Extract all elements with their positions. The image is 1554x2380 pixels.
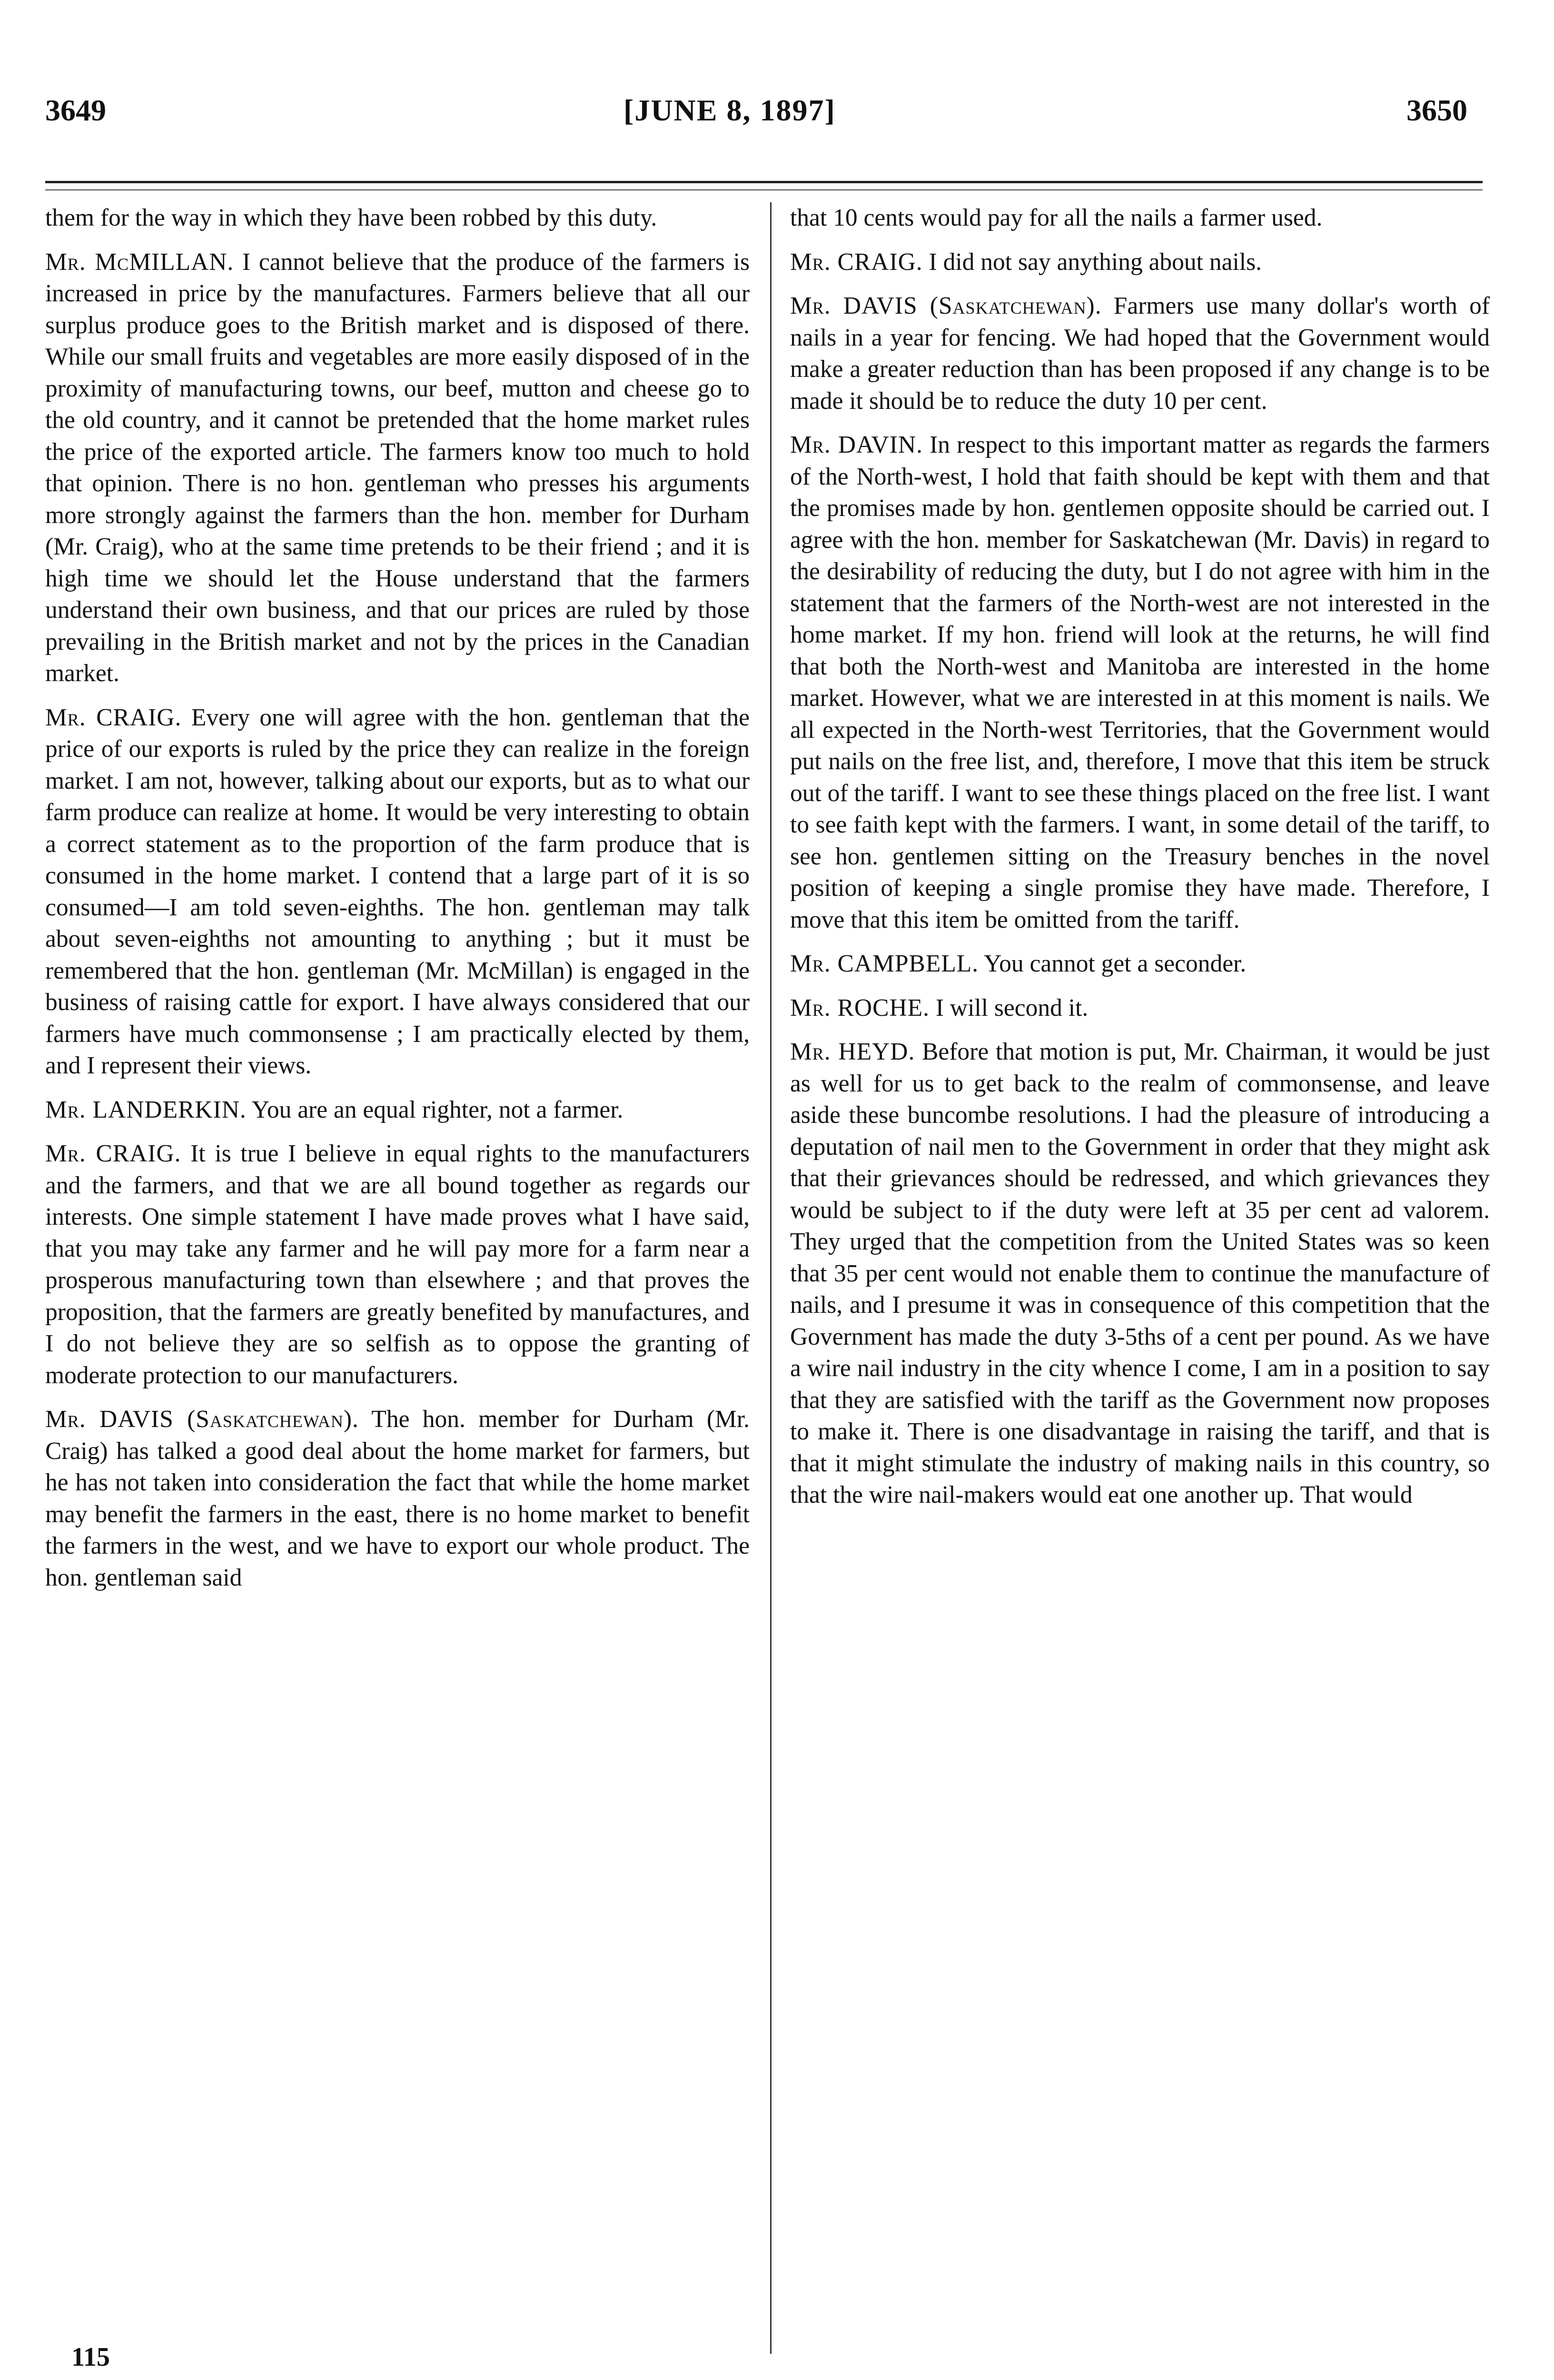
paragraph — [45, 702, 750, 1082]
header-rule — [45, 181, 1483, 183]
paragraph — [790, 247, 1490, 278]
page-number-right: 3650 — [1406, 93, 1467, 127]
paragraph — [45, 1138, 750, 1391]
paragraph-text: them for the way in which they have been robbed by this duty. — [45, 204, 657, 231]
paragraph — [790, 290, 1490, 417]
paragraph-text: I did not say anything about nails. — [929, 248, 1262, 276]
paragraph-text: I cannot believe that the produce of the farmers is increased in price by the manufactures. Farmers believe that all our surplus produce goes to the British market and is disposed of there. While our small fruits and vegetables are more easily disposed of in the proximity of manufacturing towns, our beef, mutton and cheese go to the old country, and it cannot be pretended that the home market rules the price of the exported article. The farmers know too much to hold that opinion. There is no hon. gentleman who presses his arguments more strongly against the farmers than the hon. member for Durham (Mr. Craig), who at the same time pretends to be their friend ; and it is high time we should let the House understand that the farmers understand their own business, and that our prices are ruled by those prevailing in the British market and not by the prices in the Canadian market. — [45, 248, 750, 687]
paragraph-text: Every one will agree with the hon. gentleman that the price of our exports is ruled by the price they can realize in the foreign market. I am not, however, talking about our exports, but as to what our farm produce can realize at home. It would be very interesting to obtain a correct statement as to the proportion of the farm produce that is consumed in the home market. I contend that a large part of it is so consumed—I am told seven-eighths. The hon. gentleman may talk about seven-eighths not amounting to anything ; but it must be remembered that the hon. gentleman (Mr. McMillan) is engaged in the business of raising cattle for export. I have always considered that our farmers have much commonsense ; I am practically elected by them, and I represent their views. — [45, 704, 750, 1079]
paragraph-text: Farmers use many dollar's worth of nails in a year for fencing. We had hoped that the Government would make a greater reduction than has been proposed if any change is to be made it should be to reduce the duty 10 per cent. — [790, 292, 1490, 415]
header-rule-thin — [45, 189, 1483, 190]
speaker-name: Mr. CRAIG. — [45, 704, 182, 731]
paragraph — [790, 1036, 1490, 1511]
left-column — [45, 202, 750, 1606]
paragraph-text: You cannot get a seconder. — [984, 950, 1247, 977]
paragraph-text: that 10 cents would pay for all the nails a farmer used. — [790, 204, 1323, 231]
paragraph — [790, 992, 1490, 1024]
paragraph-text: You are an equal righter, not a farmer. — [251, 1096, 624, 1123]
paragraph — [45, 247, 750, 690]
paragraph-text: Before that motion is put, Mr. Chairman, it would be just as well for us to get back to the realm of commonsense, and leave aside these buncombe resolutions. I had the pleasure of introducing a deputation of nail men to the Government in order that they might ask that their grievances should be redressed, and which grievances they would be subject to if the duty were left at 35 per cent ad valorem. They urged that the competition from the United States was so keen that 35 per cent would not enable them to continue the manufacture of nails, and I presume it was in consequence of this competition that the Government has made the duty 3-5ths of a cent per pound. As we have a wire nail industry in the city whence I come, I am in a position to say that they are satisfied with the tariff as the Government now proposes to make it. There is one disadvantage in raising the tariff, and that is that it might stimulate the industry of making nails in this country, so that the wire nail-makers would eat one another up. That would — [790, 1038, 1490, 1508]
speaker-name: Mr. HEYD. — [790, 1038, 915, 1065]
right-column — [790, 202, 1490, 1524]
paragraph-text: In respect to this important matter as regards the farmers of the North-west, I hold that faith should be kept with them and that the promises made by hon. gentlemen opposite should be carried out. I agree with the hon. member for Saskatchewan (Mr. Davis) in regard to the desirability of reducing the duty, but I do not agree with him in the statement that the farmers of the North-west are not interested in the home market. If my hon. friend will look at the returns, he will find that both the North-west and Manitoba are interested in the home market. However, what we are interested in at this moment is nails. We all expected in the North-west Territories, that the Government would put nails on the free list, and, therefore, I move that this item be struck out of the tariff. I want to see these things placed on the free list. I want to see faith kept with the farmers. I want, in some detail of the tariff, to see hon. gentlemen sitting on the Treasury benches in the novel position of keeping a single promise they have made. Therefore, I move that this item be omitted from the tariff. — [790, 431, 1490, 933]
paragraph-text: The hon. member for Durham (Mr. Craig) has talked a good deal about the home market for farmers, but he has not taken into consideration the fact that while the home market may benefit the farmers in the east, there is no home market to benefit the farmers in the west, and we have to export our whole product. The hon. gentleman said — [45, 1406, 750, 1591]
paragraph-text: It is true I believe in equal rights to the manufacturers and the farmers, and that we are all bound together as regards our interests. One simple statement I have made proves what I have said, that you may take any farmer and he will pay more for a farm near a prosperous manufacturing town than elsewhere ; and that proves the proposition, that the farmers are greatly benefited by manufactures, and I do not believe they are so selfish as to oppose the granting of moderate protection to our manufacturers. — [45, 1140, 750, 1389]
page-date: [JUNE 8, 1897] — [624, 93, 836, 127]
paragraph — [790, 948, 1490, 980]
page-number-left: 3649 — [45, 93, 106, 127]
paragraph-text: I will second it. — [935, 994, 1089, 1021]
paragraph — [790, 429, 1490, 936]
column-divider — [770, 202, 772, 2354]
speaker-name: Mr. CRAIG. — [790, 248, 923, 276]
speaker-name: Mr. DAVIS (Saskatchewan). — [790, 292, 1102, 319]
speaker-name: Mr. DAVIS (Saskatchewan). — [45, 1406, 359, 1433]
speaker-name: Mr. CRAIG. — [45, 1140, 181, 1167]
paragraph — [45, 202, 750, 234]
signature-number: 115 — [71, 2342, 110, 2372]
page-header — [0, 0, 1554, 157]
speaker-name: Mr. ROCHE. — [790, 994, 930, 1021]
paragraph — [45, 1094, 750, 1126]
speaker-name: Mr. DAVIN. — [790, 431, 923, 458]
paragraph — [790, 202, 1490, 234]
speaker-name: Mr. McMILLAN. — [45, 248, 234, 276]
paragraph — [45, 1404, 750, 1594]
speaker-name: Mr. CAMPBELL. — [790, 950, 979, 977]
speaker-name: Mr. LANDERKIN. — [45, 1096, 247, 1123]
